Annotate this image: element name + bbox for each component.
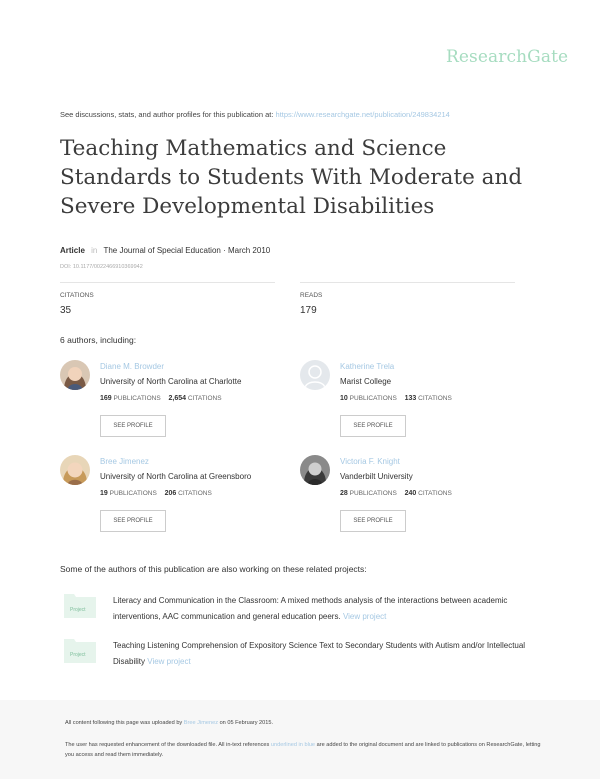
related-projects-heading: Some of the authors of this publication are also working on these related projects: (60, 564, 367, 574)
enhancement-suffix: are added to the original document and are linked to publications on ResearchGate, letting you access and read them immediately. (65, 742, 541, 758)
citations-count: 133 (404, 395, 417, 402)
enhancement-note (65, 740, 545, 760)
author-stats (100, 490, 218, 497)
citations-count: 206 (164, 490, 177, 497)
author-stats (100, 395, 228, 402)
author-name-link[interactable]: Victoria F. Knight (340, 457, 400, 466)
journal-date: The Journal of Special Education · March 2010 (103, 246, 271, 255)
citations-count: 240 (404, 490, 417, 497)
author-card (60, 360, 300, 450)
view-project-link[interactable]: View project (342, 612, 387, 621)
see-profile-button[interactable]: SEE PROFILE (100, 510, 166, 532)
discussions-prefix: See discussions, stats, and author profiles for this publication at: (60, 110, 274, 119)
author-affiliation: University of North Carolina at Greensboro (100, 472, 252, 481)
author-photo[interactable] (300, 455, 330, 485)
project-folder-icon[interactable] (64, 594, 96, 618)
author-photo[interactable] (60, 455, 90, 485)
citations-label: CITATIONS (178, 490, 212, 497)
author-card (300, 455, 540, 545)
in-separator: in (91, 246, 98, 255)
author-name-link[interactable]: Katherine Trela (340, 362, 395, 371)
author-photo[interactable] (60, 360, 90, 390)
publications-count: 19 (100, 490, 108, 497)
author-affiliation: Marist College (340, 377, 392, 386)
article-type: Article (60, 246, 85, 255)
publications-label: PUBLICATIONS (109, 490, 157, 497)
author-stats (340, 395, 458, 402)
author-affiliation: University of North Carolina at Charlotte (100, 377, 242, 386)
citations-label: CITATIONS (418, 490, 452, 497)
citations-count: 2,654 (168, 395, 187, 402)
underlined-in-blue-link[interactable]: underlined in blue (270, 742, 316, 748)
project-item (113, 638, 543, 670)
publications-label: PUBLICATIONS (349, 490, 397, 497)
discussions-line (60, 110, 450, 119)
stat-divider-right (300, 282, 515, 283)
publications-count: 169 (100, 395, 112, 402)
citations-value: 35 (60, 305, 72, 316)
author-affiliation: Vanderbilt University (340, 472, 413, 481)
see-profile-button[interactable]: SEE PROFILE (340, 510, 406, 532)
citations-label: CITATIONS (187, 395, 222, 402)
uploader-link[interactable]: Bree Jimenez (183, 720, 218, 726)
author-card (60, 455, 300, 545)
doi: DOI: 10.1177/0022466910369942 (60, 264, 143, 270)
person-silhouette-icon[interactable] (300, 360, 330, 390)
upload-date: on 05 February 2015. (219, 720, 274, 726)
see-profile-button[interactable]: SEE PROFILE (340, 415, 406, 437)
author-card (300, 360, 540, 450)
project-item (113, 593, 543, 625)
author-name-link[interactable]: Diane M. Browder (100, 362, 165, 371)
upload-note (65, 720, 273, 726)
project-title: Literacy and Communication in the Classroom: A mixed methods analysis of the interactions between academic interventions, AAC communication and general education peers. (113, 596, 508, 621)
author-name-link[interactable]: Bree Jimenez (100, 457, 149, 466)
author-stats (340, 490, 458, 497)
publication-url-link[interactable]: https://www.researchgate.net/publication/249834214 (275, 110, 450, 119)
project-title: Teaching Listening Comprehension of Expository Science Text to Secondary Students with Autism and/or Intellectual Disability (113, 641, 526, 666)
enhancement-prefix: The user has requested enhancement of the downloaded file. All in-text references (65, 742, 270, 748)
project-folder-icon[interactable] (64, 639, 96, 663)
stat-divider-left (60, 282, 275, 283)
article-meta (60, 246, 270, 255)
authors-heading: 6 authors, including: (60, 335, 137, 345)
see-profile-button[interactable]: SEE PROFILE (100, 415, 166, 437)
project-icon-label: Project (70, 652, 86, 658)
upload-prefix: All content following this page was uploaded by (65, 720, 183, 726)
researchgate-logo[interactable]: ResearchGate (446, 47, 569, 67)
reads-label: READS (300, 292, 323, 299)
publications-label: PUBLICATIONS (349, 395, 397, 402)
view-project-link[interactable]: View project (147, 657, 191, 666)
publications-count: 10 (340, 395, 348, 402)
project-icon-label: Project (70, 607, 86, 613)
reads-value: 179 (300, 305, 317, 316)
publication-title: Teaching Mathematics and Science Standards to Students With Moderate and Severe Developmental Disabilities (60, 136, 523, 219)
citations-label: CITATIONS (60, 292, 94, 299)
publications-count: 28 (340, 490, 348, 497)
publications-label: PUBLICATIONS (113, 395, 161, 402)
citations-label: CITATIONS (418, 395, 452, 402)
